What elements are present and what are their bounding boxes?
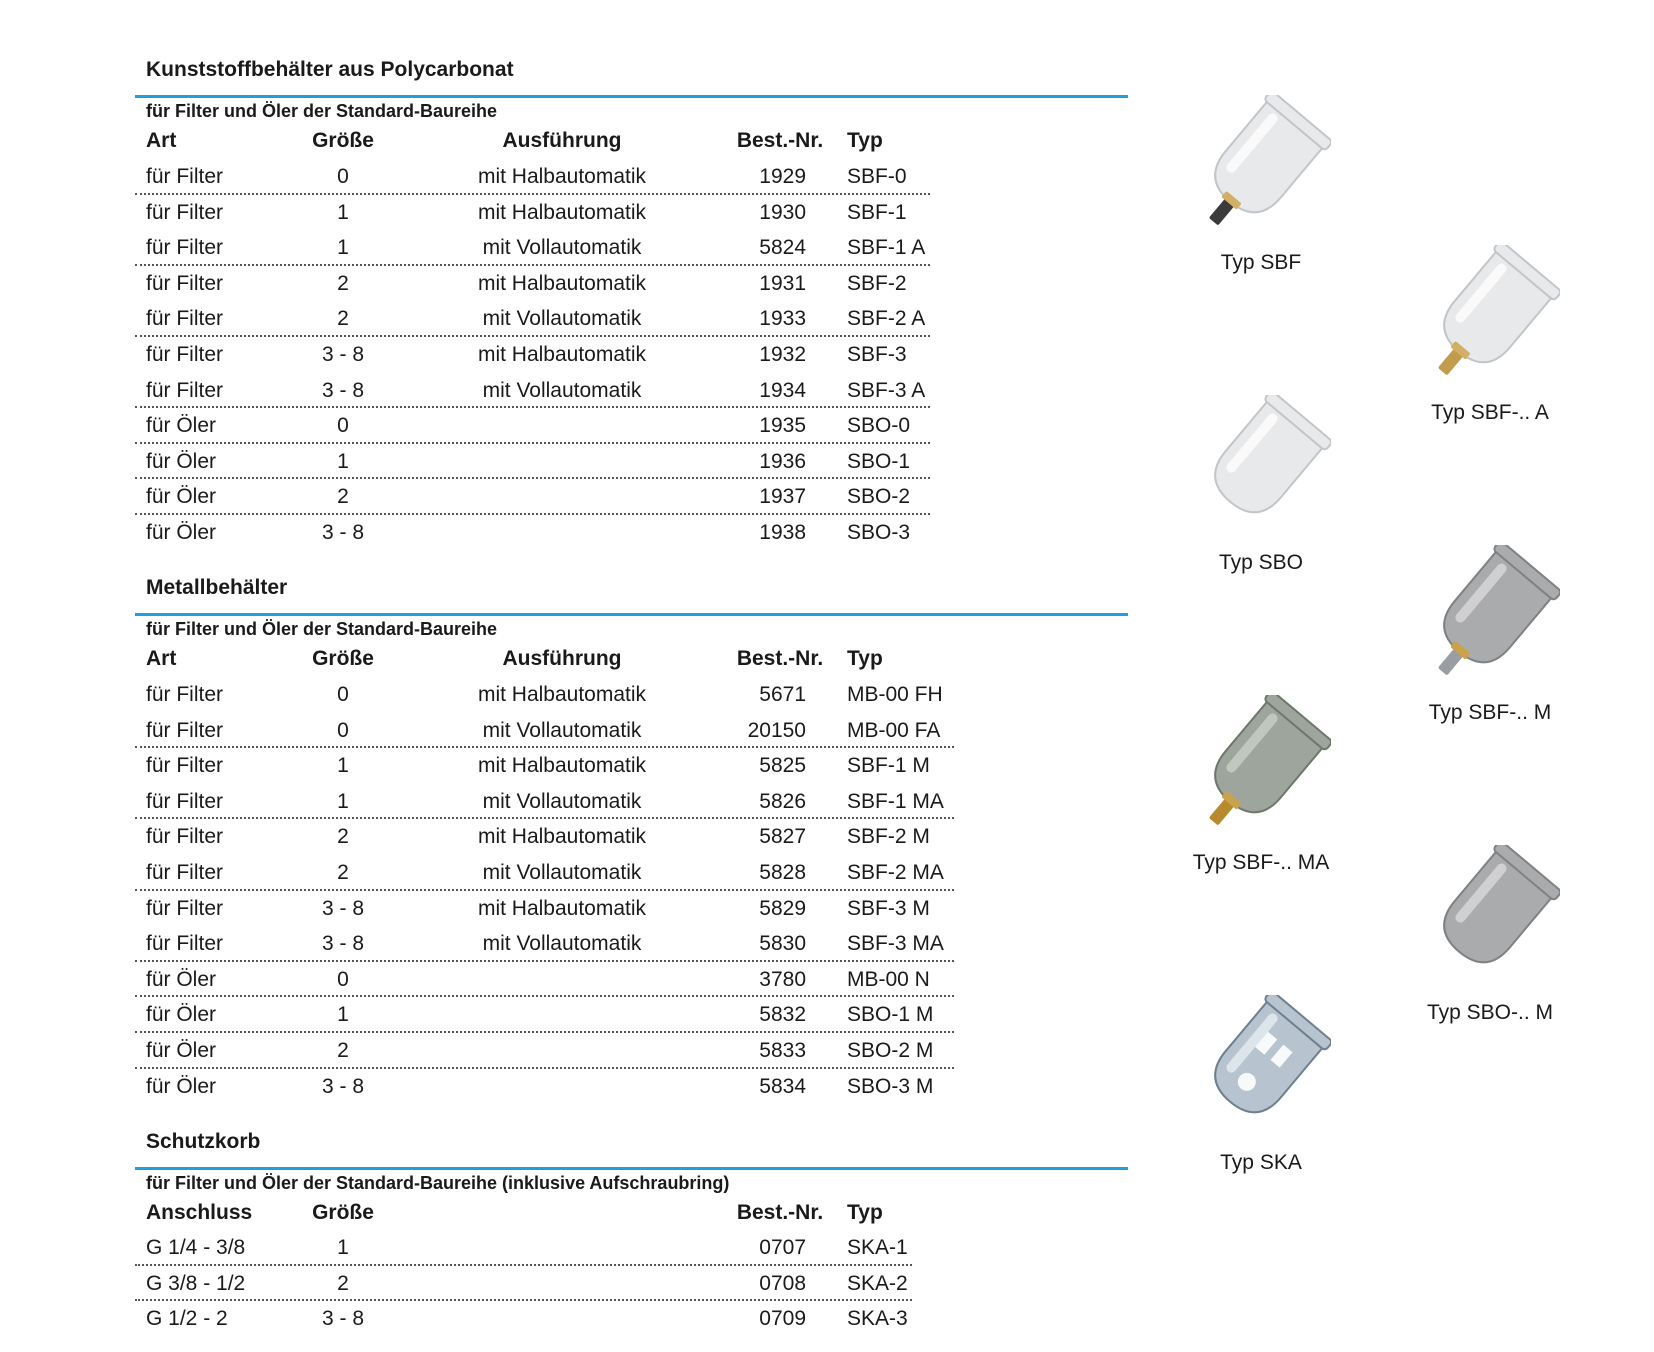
table-row [135, 301, 1128, 337]
table-row [135, 159, 1128, 195]
cell-art: für Filter [146, 378, 224, 402]
cell-order-number: 1938 [759, 521, 806, 544]
cell-art: für Filter [146, 271, 224, 295]
cell-size: 2 [337, 307, 349, 331]
section-title: Metallbehälter [146, 576, 288, 599]
table-row [135, 266, 1128, 302]
cell-execution: mit Vollautomatik [482, 236, 642, 260]
cell-art: für Öler [146, 1003, 217, 1027]
cell-art: für Filter [146, 896, 224, 920]
cell-art: für Öler [146, 485, 217, 509]
cell-order-number: 5825 [759, 754, 806, 778]
cell-type: SKA-3 [847, 1307, 908, 1331]
cell-type: SBF-2 [847, 271, 907, 295]
table-row [135, 819, 1128, 855]
cell-execution: mit Vollautomatik [482, 378, 642, 402]
product-figure [1161, 995, 1361, 1175]
cell-art: für Filter [146, 825, 224, 849]
cell-size: 0 [337, 683, 349, 706]
cell-art: für Öler [146, 414, 217, 438]
cell-size: 3 - 8 [321, 343, 365, 366]
cell-type: SBF-1 [847, 200, 907, 224]
cell-type: SBF-1 M [847, 754, 930, 778]
table-row [135, 230, 1128, 266]
cell-size: 2 [337, 1271, 349, 1295]
cage-bowl-icon [1191, 995, 1331, 1145]
cell-order-number: 5827 [759, 825, 806, 849]
table-row [135, 408, 1128, 444]
table-row [135, 1069, 1128, 1105]
section-divider [135, 95, 1128, 98]
cell-type: SBF-3 M [847, 896, 930, 920]
table-row [135, 195, 1128, 231]
cell-type: SKA-2 [847, 1271, 908, 1295]
table-row [135, 1301, 1128, 1337]
clear-bowl-icon [1420, 245, 1560, 395]
cell-size: 3 - 8 [321, 932, 365, 956]
cell-size: 0 [337, 967, 349, 991]
cell-execution: mit Halbautomatik [477, 200, 647, 224]
cell-type: SBO-0 [847, 414, 911, 438]
section-title: Kunststoffbehälter aus Polycarbonat [146, 58, 514, 81]
header-size: Größe [312, 129, 374, 152]
header-execution: Ausführung [502, 647, 622, 670]
cell-type: SBF-3 [847, 343, 907, 366]
table-row [135, 337, 1128, 373]
cell-type: SBO-2 M [847, 1039, 934, 1062]
header-order-number: Best.-Nr. [736, 1201, 824, 1224]
table-row [135, 1266, 1128, 1302]
header-type: Typ [847, 647, 883, 670]
cell-art: für Öler [146, 1074, 217, 1098]
cell-type: SBO-2 [847, 485, 911, 509]
table-row [135, 713, 1128, 749]
cell-order-number: 5830 [759, 932, 806, 956]
header-order-number: Best.-Nr. [736, 647, 824, 670]
cell-size: 0 [337, 718, 349, 742]
table-row [135, 515, 1128, 551]
cell-art: für Filter [146, 307, 224, 331]
cell-size: 3 - 8 [321, 1307, 365, 1331]
cell-order-number: 0707 [759, 1236, 806, 1259]
product-figure [1161, 695, 1361, 875]
cell-order-number: 3780 [759, 967, 806, 991]
product-figure [1390, 845, 1590, 1025]
cell-order-number: 5832 [759, 1003, 806, 1027]
table-row [135, 373, 1128, 409]
cell-order-number: 1931 [759, 271, 806, 295]
cell-art: für Filter [146, 343, 224, 366]
header-type: Typ [847, 1201, 883, 1224]
product-figure [1390, 245, 1590, 425]
cell-art: für Filter [146, 683, 224, 706]
cell-type: SBF-2 M [847, 825, 930, 849]
cell-execution: mit Vollautomatik [482, 932, 642, 956]
cell-size: 2 [337, 485, 349, 509]
product-caption: Typ SBF-.. A [1431, 401, 1549, 424]
header-art: Art [146, 647, 177, 670]
cell-type: SBO-3 M [847, 1074, 934, 1098]
cell-execution: mit Halbautomatik [477, 165, 647, 188]
cell-size: 1 [337, 449, 349, 473]
table-row [135, 962, 1128, 998]
cell-type: MB-00 N [847, 967, 930, 991]
table-row [135, 677, 1128, 713]
table-row [135, 444, 1128, 480]
cell-art: für Filter [146, 718, 224, 742]
cell-art: G 1/2 - 2 [146, 1307, 228, 1331]
section-subtitle: für Filter und Öler der Standard-Baureihe [146, 101, 498, 121]
cell-art: für Öler [146, 1039, 217, 1062]
product-caption: Typ SBO-.. M [1426, 1001, 1554, 1024]
cell-order-number: 1930 [759, 200, 806, 224]
product-caption: Typ SKA [1220, 1151, 1302, 1174]
cell-order-number: 5833 [759, 1039, 806, 1062]
header-art: Art [146, 129, 177, 152]
table-header [135, 1195, 1128, 1231]
table-row [135, 997, 1128, 1033]
section-divider [135, 613, 1128, 616]
metal-bowl-icon [1420, 545, 1560, 695]
table-row [135, 479, 1128, 515]
table-header [135, 641, 1128, 677]
cell-art: für Filter [146, 861, 224, 884]
green-bowl-icon [1191, 695, 1331, 845]
cell-order-number: 5828 [759, 861, 806, 884]
cell-execution: mit Halbautomatik [477, 271, 647, 295]
cell-type: SBF-1 MA [847, 789, 944, 813]
cell-type: MB-00 FH [847, 683, 943, 706]
section-subtitle: für Filter und Öler der Standard-Baureihe [146, 619, 498, 639]
header-size: Größe [312, 647, 374, 670]
cell-size: 1 [337, 1236, 349, 1259]
cell-order-number: 1932 [759, 343, 806, 366]
cell-order-number: 1936 [759, 449, 806, 473]
cell-type: SBO-3 [847, 521, 911, 544]
cell-art: für Filter [146, 200, 224, 224]
cell-size: 2 [337, 861, 349, 884]
cell-size: 1 [337, 1003, 349, 1027]
cell-execution: mit Vollautomatik [482, 789, 642, 813]
cell-order-number: 1929 [759, 165, 806, 188]
cell-size: 3 - 8 [321, 521, 365, 544]
header-order-number: Best.-Nr. [736, 129, 824, 152]
cell-order-number: 0709 [759, 1307, 806, 1331]
table-header [135, 123, 1128, 159]
cell-type: MB-00 FA [847, 718, 941, 742]
cell-order-number: 5826 [759, 789, 806, 813]
cell-art: für Filter [146, 789, 224, 813]
product-caption: Typ SBF-.. M [1428, 701, 1552, 724]
section-subtitle: für Filter und Öler der Standard-Baureihe (inklusive Aufschraubring) [146, 1173, 730, 1193]
cell-art: für Öler [146, 967, 217, 991]
cell-size: 1 [337, 236, 349, 260]
cell-size: 1 [337, 754, 349, 778]
cell-art: G 3/8 - 1/2 [146, 1271, 246, 1295]
cell-type: SBF-3 A [847, 378, 926, 402]
product-caption: Typ SBF-.. MA [1192, 851, 1330, 874]
cell-size: 3 - 8 [321, 378, 365, 402]
cell-type: SBO-1 [847, 449, 911, 473]
cell-size: 3 - 8 [321, 896, 365, 920]
cell-art: für Filter [146, 754, 224, 778]
header-size: Größe [312, 1201, 374, 1224]
cell-execution: mit Vollautomatik [482, 861, 642, 884]
cell-size: 0 [337, 414, 349, 438]
header-type: Typ [847, 129, 883, 152]
product-caption: Typ SBO [1218, 551, 1304, 574]
cell-execution: mit Halbautomatik [477, 754, 647, 778]
table-row [135, 855, 1128, 891]
header-art: Anschluss [146, 1201, 253, 1224]
cell-size: 1 [337, 789, 349, 813]
header-execution: Ausführung [502, 129, 622, 152]
table-row [135, 784, 1128, 820]
cell-order-number: 0708 [759, 1271, 806, 1295]
cell-art: für Öler [146, 449, 217, 473]
cell-execution: mit Halbautomatik [477, 825, 647, 849]
product-caption: Typ SBF [1220, 251, 1302, 274]
section-divider [135, 1167, 1128, 1170]
product-figure [1161, 395, 1361, 575]
cell-order-number: 1937 [759, 485, 806, 509]
cell-type: SBF-3 MA [847, 932, 944, 956]
table-row [135, 1230, 1128, 1266]
cell-size: 1 [337, 200, 349, 224]
table-row [135, 891, 1128, 927]
cell-size: 2 [337, 825, 349, 849]
cell-type: SBF-2 A [847, 307, 926, 331]
cell-art: G 1/4 - 3/8 [146, 1236, 246, 1259]
cell-execution: mit Halbautomatik [477, 343, 647, 366]
clear-bowl-icon [1191, 95, 1331, 245]
cell-execution: mit Halbautomatik [477, 683, 647, 706]
cell-size: 2 [337, 271, 349, 295]
table-row [135, 1033, 1128, 1069]
table-row [135, 748, 1128, 784]
cell-order-number: 1933 [759, 307, 806, 331]
cell-art: für Filter [146, 236, 224, 260]
cell-type: SKA-1 [847, 1236, 908, 1259]
cell-execution: mit Vollautomatik [482, 718, 642, 742]
section-title: Schutzkorb [146, 1130, 261, 1153]
cell-order-number: 5671 [759, 683, 806, 706]
cell-size: 0 [337, 165, 349, 188]
cell-order-number: 1935 [759, 414, 806, 438]
clear-bowl-icon [1191, 395, 1331, 545]
table-row [135, 926, 1128, 962]
cell-order-number: 5824 [759, 236, 806, 260]
cell-order-number: 20150 [747, 718, 806, 742]
metal-bowl-icon [1420, 845, 1560, 995]
cell-order-number: 5834 [759, 1074, 806, 1098]
cell-art: für Filter [146, 932, 224, 956]
cell-execution: mit Vollautomatik [482, 307, 642, 331]
cell-order-number: 5829 [759, 896, 806, 920]
cell-execution: mit Halbautomatik [477, 896, 647, 920]
cell-art: für Filter [146, 165, 224, 188]
product-figure [1161, 95, 1361, 275]
cell-size: 2 [337, 1039, 349, 1062]
cell-size: 3 - 8 [321, 1074, 365, 1098]
cell-art: für Öler [146, 521, 217, 544]
cell-type: SBF-2 MA [847, 861, 944, 884]
cell-type: SBO-1 M [847, 1003, 934, 1027]
cell-order-number: 1934 [759, 378, 806, 402]
cell-type: SBF-1 A [847, 236, 926, 260]
product-figure [1390, 545, 1590, 725]
cell-type: SBF-0 [847, 165, 907, 188]
